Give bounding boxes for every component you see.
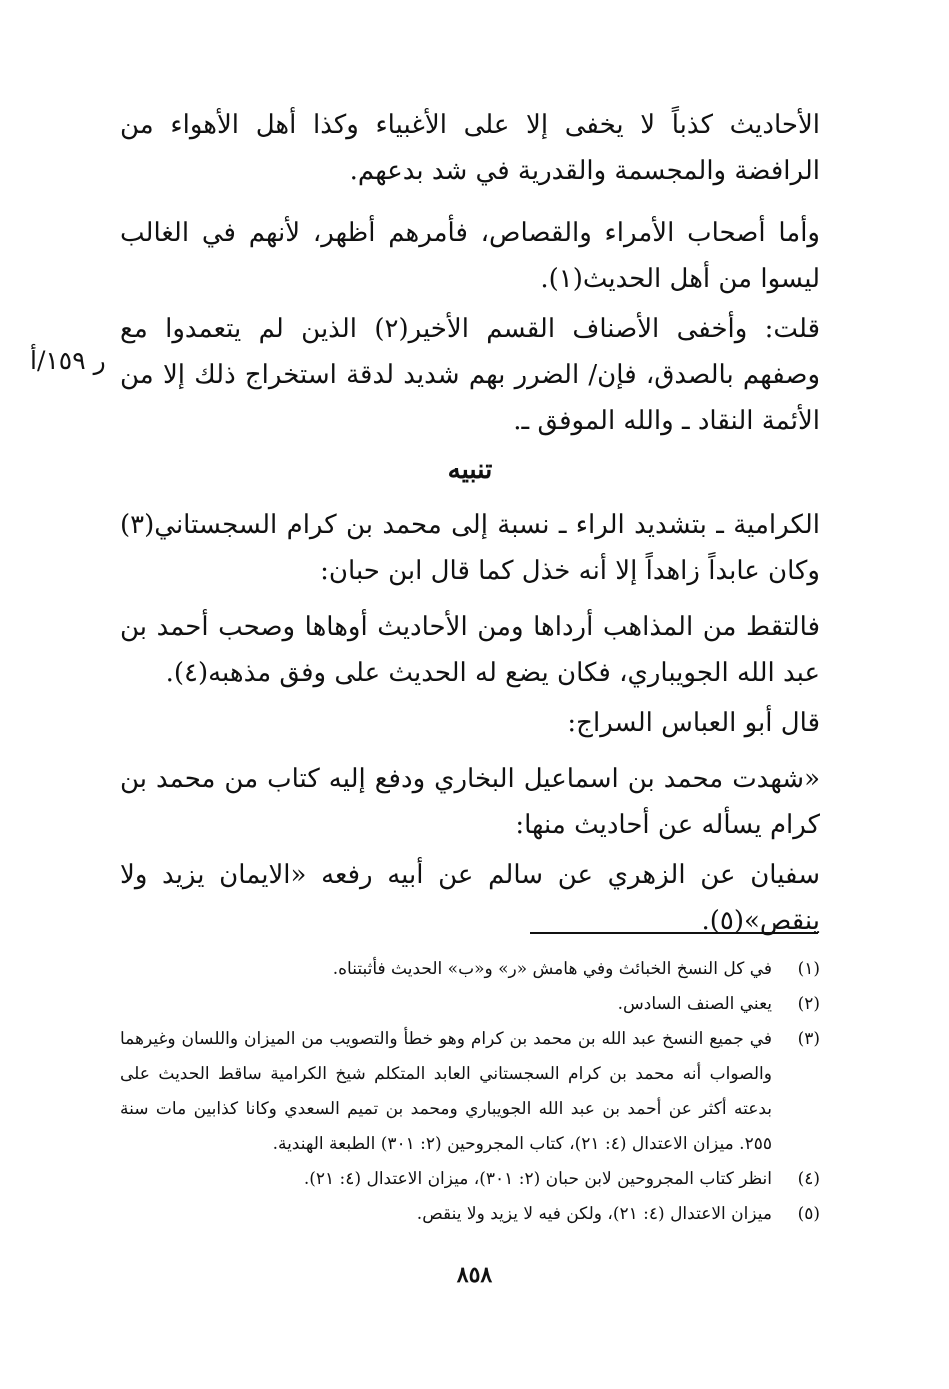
paragraph-5: فالتقط من المذاهب أرداها ومن الأحاديث أوهاها وصحب أحمد بن عبد الله الجويباري، فكان يضع له الحديث على وفق مذهبه(٤). <box>120 612 820 688</box>
paragraph-4: الكرامية ـ بتشديد الراء ـ نسبة إلى محمد بن كرام السجستاني(٣) وكان عابداً زاهداً إلا أنه خذل كما قال ابن حبان: <box>120 510 820 586</box>
paragraph-2: وأما أصحاب الأمراء والقصاص، فأمرهم أظهر، لأنهم في الغالب ليسوا من أهل الحديث(١). <box>120 218 820 294</box>
footnote-number: (٤) <box>797 1169 820 1189</box>
footnote-number: (٢) <box>797 994 820 1014</box>
footnote-text: ميزان الاعتدال (٤: ٢١)، ولكن فيه لا يزيد ولا ينقص. <box>416 1204 772 1224</box>
paragraph-8: سفيان عن الزهري عن سالم عن أبيه رفعه «الايمان يزيد ولا ينقص»(٥). <box>120 860 820 936</box>
paragraph-1: الأحاديث كذباً لا يخفى إلا على الأغبياء وكذا أهل الأهواء من الرافضة والمجسمة والقدرية في شد بدعهم. <box>120 110 820 186</box>
page-number: ٨٥٨ <box>456 1262 493 1288</box>
footnote-divider <box>530 932 818 934</box>
footnote-number: (٣) <box>797 1029 820 1049</box>
footnote <box>120 987 820 1022</box>
footnotes <box>120 952 820 1232</box>
footnote-number: (١) <box>797 959 820 979</box>
footnote-text: انظر كتاب المجروحين لابن حبان (٢: ٣٠١)، ميزان الاعتدال (٤: ٢١). <box>303 1169 772 1189</box>
footnote <box>120 952 820 987</box>
paragraph-6: قال أبو العباس السراج: <box>567 708 820 738</box>
footnote <box>120 1162 820 1197</box>
section-heading: تنبيه <box>447 455 493 485</box>
footnote-number: (٥) <box>797 1204 820 1224</box>
footnote-text: يعني الصنف السادس. <box>617 994 772 1014</box>
manuscript-folio-reference: ر ١٥٩/أ <box>30 346 106 375</box>
footnote-text: في كل النسخ الخبائث وفي هامش «ر» و«ب» الحديث فأثبتناه. <box>332 959 772 979</box>
footnote <box>120 1197 820 1232</box>
paragraph-7: «شهدت محمد بن اسماعيل البخاري ودفع إليه كتاب من محمد بن كرام يسأله عن أحاديث منها: <box>120 764 820 840</box>
footnote-text: في جميع النسخ عبد الله بن محمد بن كرام وهو خطأ والتصويب من الميزان واللسان وغيرهما والصواب أنه محمد بن كرام السجستاني العابد المتكلم شيخ الكرامية ساقط الحديث على بدعته أكثر عن أحمد بن عبد الله الجويباري ومحمد بن تميم السعدي وكانا كذابين مات سنة ٢٥٥. ميزان الاعتدال (٤: ٢١)، كتاب المجروحين (٢: ٣٠١) الطبعة الهندية. <box>120 1029 772 1154</box>
paragraph-3: قلت: وأخفى الأصناف القسم الأخير(٢) الذين لم يتعمدوا مع وصفهم بالصدق، فإن/ الضرر بهم شديد لدقة استخراج ذلك إلا من الأئمة النقاد ـ والله الموفق ـ. <box>120 314 820 436</box>
footnote <box>120 1022 820 1162</box>
